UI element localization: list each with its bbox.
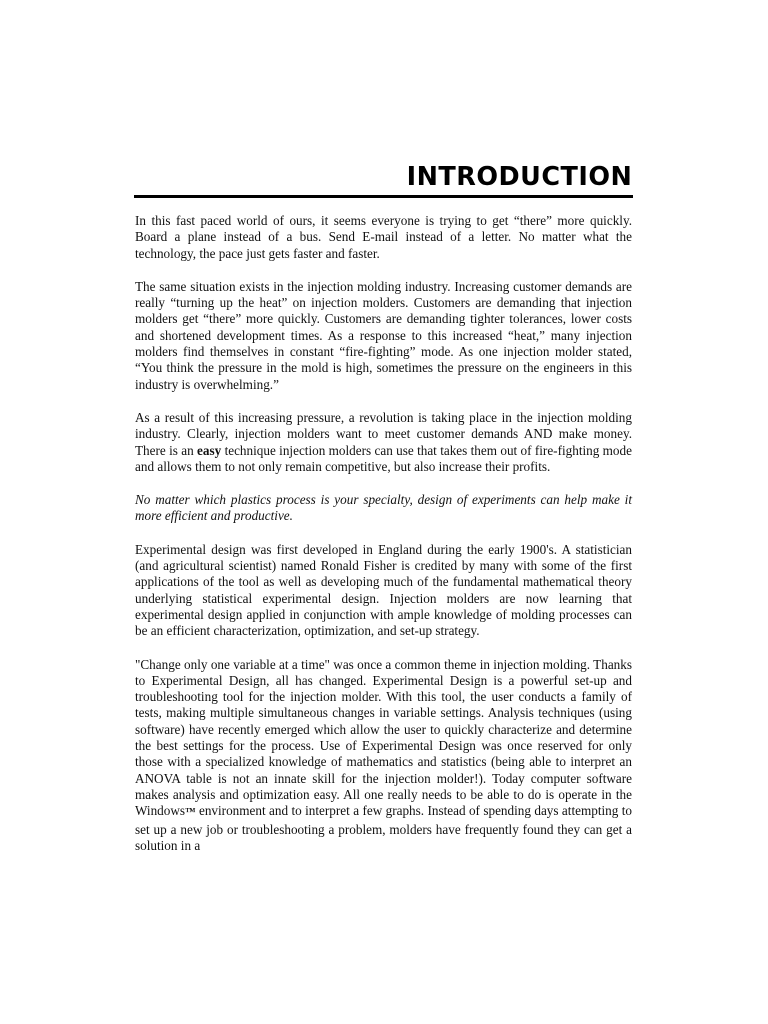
body-text [135, 213, 632, 871]
paragraph-history: Experimental design was first developed in England during the early 1900's. A statistician (and agricultural scientist) named Ronald Fisher is credited by many with some of the first applications of the tool as well as developing much of the fundamental mathematical theory underlying statistical experimental design. Injection molders are now learning that experimental design applied in conjunction with ample knowledge of molding processes can be an efficient characterization, optimization, and set-up strategy. [135, 541, 632, 639]
paragraph-revolution-text-after: technique injection molders can use that takes them out of fire-fighting mode and allows them to not only remain competitive, but also increase their profits. [135, 442, 632, 474]
paragraph-italic-callout: No matter which plastics process is your specialty, design of experiments can help make it more efficient and productive. [135, 492, 632, 524]
paragraph-change-text-before: "Change only one variable at a time" was once a common theme in injection molding. Thanks to Experimental Design, all has changed. Experimental Design is a powerful set-up and troubleshooting tool for the injection molder. With this tool, the user conducts a family of tests, making multiple simultaneous changes in variable settings. Analysis techniques (using software) have recently emerged which allow the user to quickly characterize and determine the best settings for the process. Use of Experimental Design was once reserved for only those with a specialized knowledge of mathematics and statistics (being able to interpret an ANOVA table is not an innate skill for the injection molder!). Today computer software makes analysis and optimization easy. All one really needs to be able to do is operate in the Windows [135, 656, 632, 819]
trademark-symbol: ™ [185, 807, 196, 819]
paragraph-change-one-variable [135, 657, 632, 855]
chapter-heading: INTRODUCTION [406, 162, 632, 192]
paragraph-injection-molding-industry: The same situation exists in the injection molding industry. Increasing customer demands are really “turning up the heat” on injection molders. Customers are demanding that injection molders get “there” more quickly. Customers are demanding tighter tolerances, lower costs and shortened development times. As a response to this increased “heat,” many injection molders find themselves in constant “fire-fighting” mode. As one injection molder stated, “You think the pressure in the mold is high, sometimes the pressure on the engineers in this industry is overwhelming.” [135, 278, 632, 392]
paragraph-revolution [135, 410, 632, 475]
emphasis-easy: easy [197, 442, 222, 458]
heading-underline-rule [134, 195, 633, 198]
paragraph-revolution-text-before: As a result of this increasing pressure, a revolution is taking place in the injection molding industry. Clearly, injection molders want to meet customer demands AND make money. There is an [135, 409, 632, 458]
paragraph-fast-paced-world: In this fast paced world of ours, it seems everyone is trying to get “there” more quickly. Board a plane instead of a bus. Send E-mail instead of a letter. No matter what the technology, the pace just gets faster and faster. [135, 213, 632, 261]
paragraph-change-text-after: environment and to interpret a few graphs. Instead of spending days attempting to set up a new job or troubleshooting a problem, molders have frequently found they can get a solution in a [135, 803, 632, 853]
